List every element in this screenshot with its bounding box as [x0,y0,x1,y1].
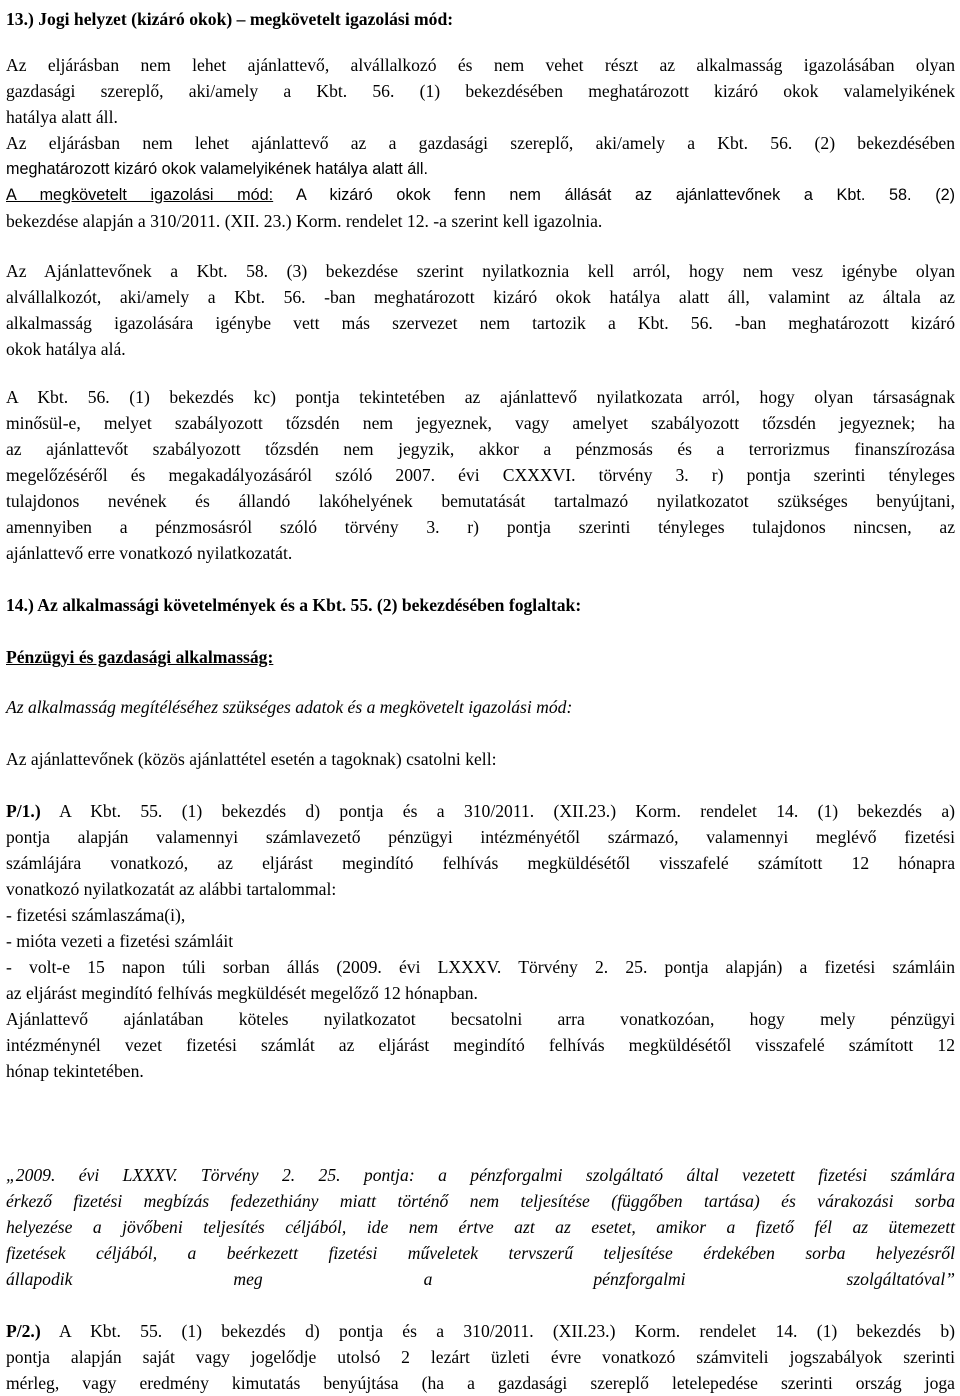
paragraph-line: hónap tekintetében. [6,1061,144,1081]
quote-line: helyezése a jövőbeni teljesítés céljából, ide nem értve azt az esetet, amikor a fizető fél az ütemezett [6,1217,955,1237]
paragraph-line: Ajánlattevő ajánlatában köteles nyilatkozatot becsatolni arra vonatkozóan, hogy mely pénzügyi [6,1009,955,1029]
paragraph-line: meghatározott kizáró okok valamelyikének hatálya alatt áll. [6,160,428,178]
quote-line: fizetések céljából, a beérkezett fizetési műveletek tervszerű teljesítése érdekében sorba helyezésről [6,1243,955,1263]
paragraph-line: okok hatálya alá. [6,339,126,359]
paragraph-line [6,798,955,824]
quote-line: állapodik meg a pénzforgalmi szolgáltatóval” [6,1269,955,1289]
attachment-intro: Az ajánlattevőnek (közös ajánlattétel esetén a tagoknak) csatolni kell: [6,749,497,769]
section-13-heading: 13.) Jogi helyzet (kizáró okok) – megkövetelt igazolási mód: [6,9,454,29]
paragraph-line: bekezdése alapján a 310/2011. (XII. 23.) Korm. rendelet 12. -a szerint kell igazolnia. [6,211,603,231]
paragraph-line: intézménynél vezet fizetési számlát az eljárást megindító felhívás megküldésétől visszafelé számított 12 [6,1035,955,1055]
financial-suitability-heading: Pénzügyi és gazdasági alkalmasság: [6,647,274,667]
paragraph-line: alvállalkozót, aki/amely a Kbt. 56. -ban meghatározott kizáró okok hatálya alatt áll, valamint az általa az [6,287,955,307]
paragraph-line [6,182,955,208]
section-14-heading: 14.) Az alkalmassági követelmények és a Kbt. 55. (2) bekezdésében foglaltak: [6,595,582,615]
paragraph-line: pontja alapján saját vagy jogelődje utolsó 2 lezárt üzleti évre vonatkozó számviteli jogszabályok szerinti [6,1347,955,1367]
list-item: - fizetési számlaszáma(i), [6,905,186,925]
paragraph-line: gazdasági szereplő, aki/amely a Kbt. 56. (1) bekezdésében meghatározott kizáró okok valamelyikének [6,81,955,101]
paragraph-line [6,1318,955,1344]
required-proof-label: A megkövetelt igazolási mód: [6,186,274,204]
list-item: - mióta vezeti a fizetési számláit [6,931,234,951]
paragraph-line: minősül-e, melyet szabályozott tőzsdén nem jegyeznek, vagy amelyet szabályozott tőzsdén jegyeznek; ha [6,413,955,433]
paragraph-text: A Kbt. 55. (1) bekezdés d) pontja és a 310/2011. (XII.23.) Korm. rendelet 14. (1) bekezdés a) [40,801,955,821]
paragraph-line: amennyiben a pénzmosásról szóló törvény 3. r) pontja szerinti tényleges tulajdonos nincsen, az [6,517,955,537]
paragraph-line: Az eljárásban nem lehet ajánlattevő, alvállalkozó és nem vehet részt az alkalmasság igazolásában olyan [6,55,955,75]
paragraph-line: Az eljárásban nem lehet ajánlattevő az a gazdasági szereplő, aki/amely a Kbt. 56. (2) bekezdésében [6,133,955,153]
paragraph-line: pontja alapján valamennyi számlavezető pénzügyi intézményétől származó, valamennyi meglévő fizetési [6,827,955,847]
requirement-label-p2: P/2.) [6,1321,41,1341]
list-item: - volt-e 15 napon túli sorban állás (2009. évi LXXXV. Törvény 2. 25. pontja alapján) a fizetési számláin [6,957,955,977]
paragraph-line: megelőzéséről és megakadályozásáról szóló 2007. évi CXXXVI. törvény 3. r) pontja szerinti tényleges [6,465,955,485]
assessment-data-heading: Az alkalmasság megítéléséhez szükséges adatok és a megkövetelt igazolási mód: [6,697,573,717]
paragraph-text: A kizáró okok fenn nem állását az ajánlattevőnek a Kbt. 58. (2) [273,186,955,204]
paragraph-text: A Kbt. 55. (1) bekezdés d) pontja és a 310/2011. (XII.23.) Korm. rendelet 14. (1) bekezdés b) [40,1321,955,1341]
quote-line: „2009. évi LXXXV. Törvény 2. 25. pontja: a pénzforgalmi szolgáltató által vezetett fizetési számlára [6,1165,955,1185]
paragraph-line: vonatkozó nyilatkozatát az alábbi tartalommal: [6,879,337,899]
paragraph-line: A Kbt. 56. (1) bekezdés kc) pontja tekintetében az ajánlattevő nyilatkozata arról, hogy olyan társaságnak [6,387,955,407]
paragraph-line: hatálya alatt áll. [6,107,118,127]
requirement-label-p1: P/1.) [6,801,41,821]
paragraph-line: az eljárást megindító felhívás megküldését megelőző 12 hónapban. [6,983,478,1003]
quote-line: érkező fizetési megbízás fedezethiány miatt történő nem teljesítése (függőben tartása) és várakozási sorba [6,1191,955,1211]
paragraph-line: számlájára vonatkozó, az eljárást megindító felhívás megküldésétől visszafelé számított 12 hónapra [6,853,955,873]
paragraph-line: alkalmasság igazolására igénybe vett más szervezet nem tartozik a Kbt. 56. -ban meghatározott kizáró [6,313,955,333]
paragraph-line: Az Ajánlattevőnek a Kbt. 58. (3) bekezdése szerint nyilatkoznia kell arról, hogy nem vesz igénybe olyan [6,261,955,281]
paragraph-line: ajánlattevő erre vonatkozó nyilatkozatát. [6,543,293,563]
paragraph-line: tulajdonos nevének és állandó lakóhelyének bemutatását tartalmazó nyilatkozatot szükséges benyújtani, [6,491,955,511]
paragraph-line: mérleg, vagy eredmény kimutatás benyújtása (ha a gazdasági szereplő letelepedése szerinti ország joga [6,1373,955,1393]
paragraph-line: az ajánlattevőt szabályozott tőzsdén nem jegyzik, akkor a pénzmosás és a terrorizmus finanszírozása [6,439,955,459]
